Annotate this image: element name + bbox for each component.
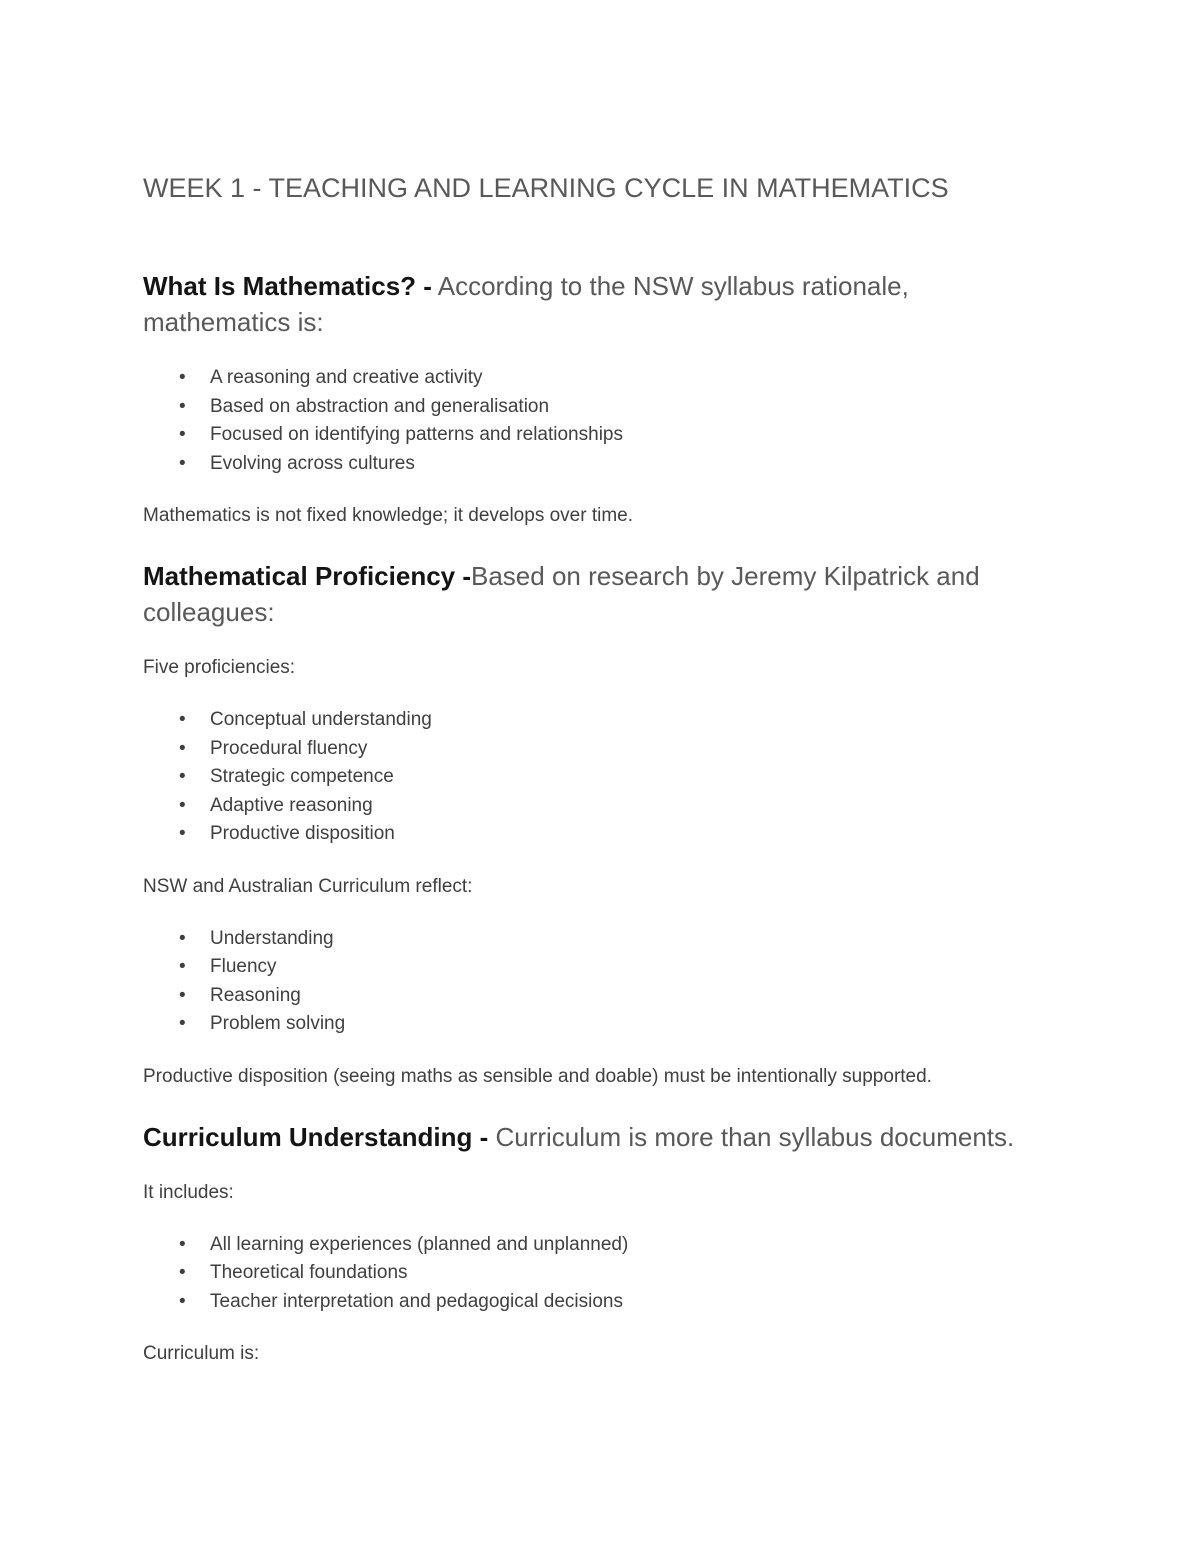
document-title: WEEK 1 - TEACHING AND LEARNING CYCLE IN MATHEMATICS [143,173,949,203]
mathematics-note-paragraph: Mathematics is not fixed knowledge; it develops over time. [143,505,634,526]
list-item: • Productive disposition [210,820,1057,849]
section-curriculum-understanding-heading-bold: Curriculum Understanding - [143,1121,489,1152]
list-item: • All learning experiences (planned and unplanned) [210,1231,1057,1260]
list-item: • Based on abstraction and generalisation [210,393,1057,422]
section-what-is-mathematics-heading-rest: According to the NSW syllabus rationale, mathematics is: [143,271,909,337]
section-mathematical-proficiency-heading [143,558,1057,630]
list-item: • A reasoning and creative activity [210,364,1057,393]
it-includes-intro-paragraph: It includes: [143,1181,234,1203]
section-what-is-mathematics-heading-bold: What Is Mathematics? - [143,271,432,301]
proficiencies-list [143,706,1057,849]
list-item: • Evolving across cultures [210,450,1057,479]
list-item: • Conceptual understanding [210,706,1057,735]
productive-disposition-note-paragraph: Productive disposition (seeing maths as sensible and doable) must be intentionally supported. [143,1065,932,1087]
curriculum-includes-list [143,1231,1057,1317]
curriculum-reflect-paragraph: NSW and Australian Curriculum reflect: [143,875,473,897]
section-curriculum-understanding-heading [143,1119,1057,1155]
five-proficiencies-intro-paragraph: Five proficiencies: [143,657,296,678]
curriculum-is-paragraph: Curriculum is: [143,1343,260,1364]
list-item: • Teacher interpretation and pedagogical decisions [210,1288,1057,1317]
list-item: • Fluency [210,953,1057,982]
list-item: • Procedural fluency [210,735,1057,764]
section-mathematical-proficiency-heading-bold: Mathematical Proficiency - [143,561,471,591]
section-mathematical-proficiency-heading-rest: Based on research by Jeremy Kilpatrick and colleagues: [143,561,980,627]
list-item: • Understanding [210,925,1057,954]
list-item: • Strategic competence [210,763,1057,792]
list-item: • Theoretical foundations [210,1259,1057,1288]
curriculum-reflect-list [143,925,1057,1039]
list-item: • Reasoning [210,982,1057,1011]
list-item: • Focused on identifying patterns and relationships [210,421,1057,450]
mathematics-definition-list [143,364,1057,478]
section-curriculum-understanding-heading-rest: Curriculum is more than syllabus documents. [488,1121,1015,1152]
list-item: • Adaptive reasoning [210,792,1057,821]
section-what-is-mathematics-heading [143,268,1057,340]
list-item: • Problem solving [210,1010,1057,1039]
